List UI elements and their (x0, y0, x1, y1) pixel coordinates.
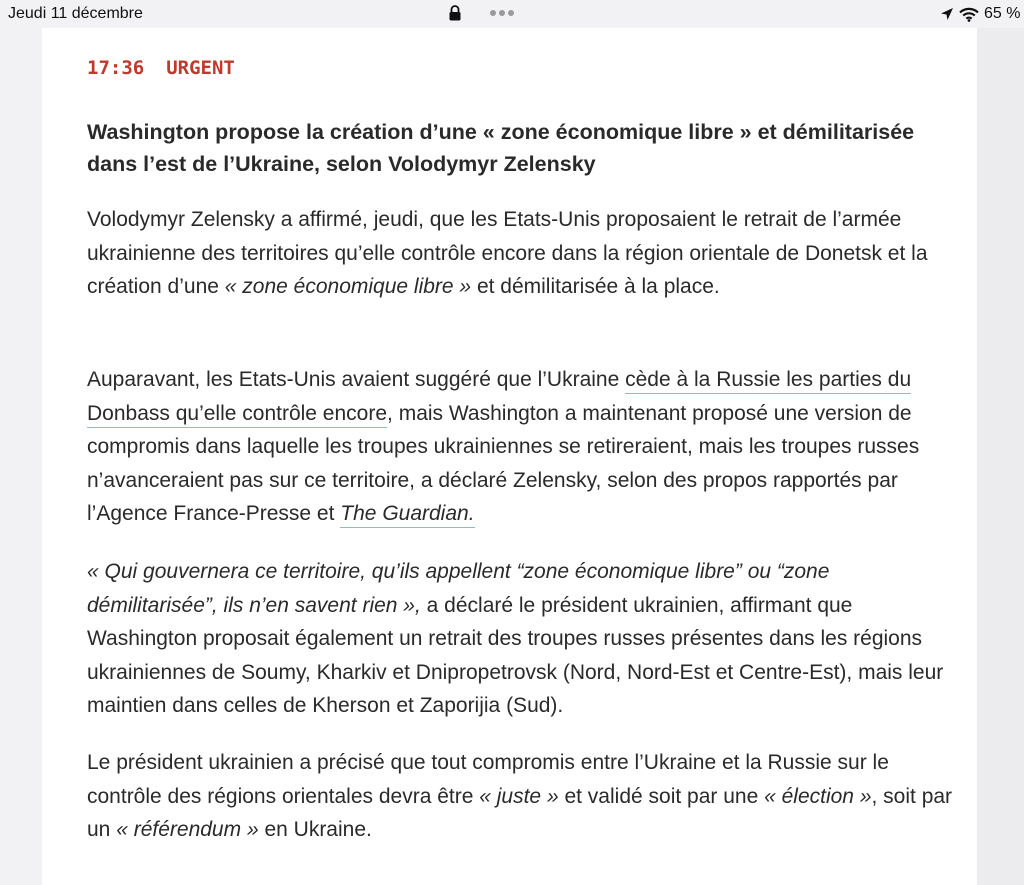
status-center (448, 5, 514, 21)
status-bar (0, 0, 1024, 28)
p1-quote: « zone économique libre » (224, 275, 472, 298)
p4-text-a: Le président ukrainien a précisé que tout compromis entre l’Ukraine et la Russie sur le contrôle des régions orientales devra être (87, 751, 889, 808)
entry-headline: Washington propose la création d’une « zone économique libre » et démilitarisée dans l’est de l’Ukraine, selon Volodymyr Zelensky (87, 120, 915, 176)
status-right (940, 5, 1020, 23)
p2-text-b: , mais Washington a maintenant proposé une version de compromis dans laquelle les troupes ukrainiennes se retireraient, mais les troupes russes n’avanceraient pas sur ce territoire, a déclaré Zelensky, selon des propos rapportés par l’Agence France-Presse et (87, 401, 920, 525)
p4-text-c: , soit par un (87, 784, 953, 841)
paragraph-4 (87, 746, 957, 847)
multitasking-dots-icon[interactable] (490, 5, 514, 21)
p4-quote-referendum: « référendum » (116, 818, 259, 841)
lock-icon (448, 5, 462, 21)
guardian-link-text: The Guardian. (340, 502, 475, 525)
urgent-tag: URGENT (166, 57, 235, 79)
donbass-link[interactable]: cède à la Russie les parties du Donbass qu’elle contrôle encore (87, 368, 911, 428)
paragraph-2 (87, 363, 957, 531)
p3-quote: « Qui gouvernera ce territoire, qu’ils appellent “zone économique libre” ou “zone démilitarisée”, ils n’en savent rien », (87, 560, 830, 617)
p1-text-b: et démilitarisée à la place. (471, 275, 720, 298)
p3-text-b: a déclaré le président ukrainien, affirmant que Washington proposait également un retrait des troupes russes présentes dans les régions ukrainiennes de Soumy, Kharkiv et Dnipropetrovsk (Nord, Nord-Est et Centre-Est), mais leur maintien dans celles de Kherson et Zaporijia (Sud). (87, 593, 944, 717)
p2-text-a: Auparavant, les Etats-Unis avaient suggéré que l’Ukraine (87, 368, 626, 391)
paragraph-3 (87, 555, 957, 723)
side-panel-edge (977, 28, 1024, 885)
entry-time: 17:36 (87, 57, 145, 79)
status-date: Jeudi 11 décembre (8, 5, 143, 22)
guardian-link[interactable] (340, 502, 474, 528)
wifi-icon (959, 7, 979, 22)
battery-percent: 65 % (984, 5, 1021, 22)
p4-quote-juste: « juste » (479, 784, 559, 808)
p1-text-a: Volodymyr Zelensky a affirmé, jeudi, que les Etats-Unis proposaient le retrait de l’armée ukrainienne des territoires qu’elle contrôle encore dans la région orientale de Donetsk et la création d’une (87, 208, 928, 298)
live-article-entry (42, 28, 977, 885)
entry-meta (87, 57, 235, 79)
p4-quote-election: « élection » (764, 784, 872, 808)
paragraph-1 (87, 203, 957, 304)
location-arrow-icon (940, 7, 954, 21)
p4-text-d: en Ukraine. (258, 818, 372, 841)
p4-text-b: et validé soit par une (558, 784, 765, 808)
